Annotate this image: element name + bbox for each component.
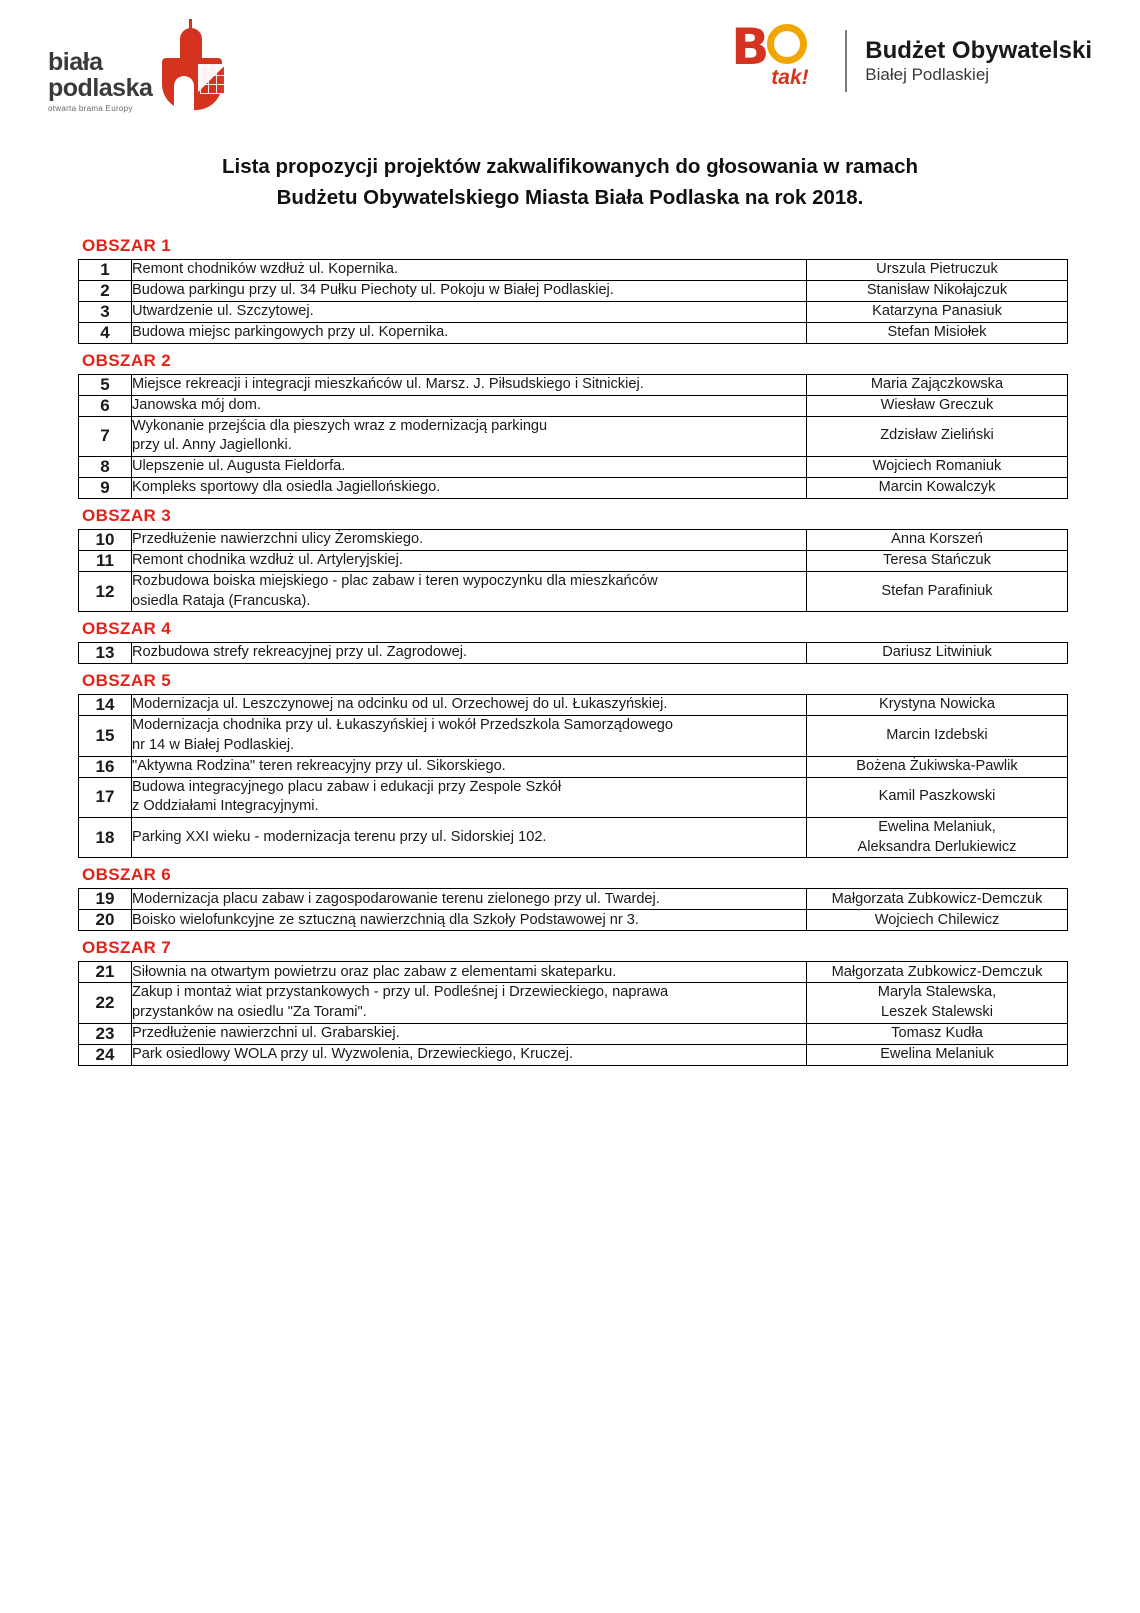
biala-podlaska-logo (48, 28, 230, 113)
biala-podlaska-logo-text (48, 50, 152, 113)
area-heading: OBSZAR 7 (82, 938, 172, 958)
project-author-line: Małgorzata Zubkowicz-Demczuk (831, 890, 1043, 907)
project-author (807, 550, 1068, 571)
table-row (79, 777, 1068, 817)
project-title-line: przy ul. Anny Jagiellonki. (132, 437, 292, 454)
project-author-line: Stefan Misiołek (887, 323, 987, 340)
project-author (807, 643, 1068, 664)
project-title-line: Rozbudowa strefy rekreacyjnej przy ul. Zagrodowej. (132, 644, 467, 661)
project-number: 5 (79, 374, 132, 395)
project-title (132, 322, 807, 343)
project-number: 4 (79, 322, 132, 343)
project-title-line: nr 14 w Białej Podlaskiej. (132, 736, 295, 753)
project-author (807, 962, 1068, 983)
project-author-line: Wojciech Romaniuk (872, 458, 1002, 475)
project-title-line: Parking XXI wieku - modernizacja terenu przy ul. Sidorskiej 102. (132, 828, 547, 845)
city-gate-icon (158, 28, 230, 113)
project-title (132, 983, 807, 1023)
table-row (79, 695, 1068, 716)
project-author-line: Marcin Izdebski (886, 727, 988, 744)
project-title (132, 571, 807, 611)
table-row (79, 301, 1068, 322)
project-number: 22 (79, 983, 132, 1023)
table-row (79, 416, 1068, 456)
project-title (132, 1023, 807, 1044)
project-author (807, 889, 1068, 910)
project-title (132, 1044, 807, 1065)
project-title (132, 456, 807, 477)
project-number: 3 (79, 301, 132, 322)
project-author (807, 571, 1068, 611)
table-row (79, 374, 1068, 395)
project-author (807, 716, 1068, 756)
project-title-line: Wykonanie przejścia dla pieszych wraz z modernizacją parkingu (132, 417, 548, 434)
project-number: 20 (79, 910, 132, 931)
area-heading: OBSZAR 2 (82, 350, 172, 370)
project-number: 6 (79, 395, 132, 416)
project-title-line: osiedla Rataja (Francuska). (132, 592, 311, 609)
area-heading: OBSZAR 1 (82, 235, 172, 255)
project-title-line: Siłownia na otwartym powietrzu oraz plac zabaw z elementami skateparku. (132, 963, 617, 980)
table-row (79, 456, 1068, 477)
project-title (132, 529, 807, 550)
bo-tak-label: tak! (771, 66, 809, 89)
table-row (79, 889, 1068, 910)
project-author-line: Wiesław Greczuk (880, 396, 994, 413)
table-row (79, 477, 1068, 498)
project-title-line: Utwardzenie ul. Szczytowej. (132, 302, 314, 319)
table-row (79, 756, 1068, 777)
project-author (807, 322, 1068, 343)
project-number: 24 (79, 1044, 132, 1065)
table-row (79, 322, 1068, 343)
page-title-line-1: Lista propozycji projektów zakwalifikowanych do głosowania w ramach (221, 155, 919, 178)
area-table (78, 259, 1068, 344)
project-title (132, 889, 807, 910)
table-row (79, 280, 1068, 301)
project-author-line: Bożena Żukiwska-Pawlik (856, 757, 1018, 774)
project-title-line: Modernizacja chodnika przy ul. Łukaszyńskiej i wokół Przedszkola Samorządowego (132, 717, 674, 734)
project-number: 15 (79, 716, 132, 756)
project-author (807, 301, 1068, 322)
project-title-line: "Aktywna Rodzina" teren rekreacyjny przy ul. Sikorskiego. (132, 757, 506, 774)
project-title (132, 756, 807, 777)
project-author-line: Urszula Pietruczuk (876, 260, 998, 277)
project-author-line: Zdzisław Zieliński (880, 427, 994, 444)
page-title-line-2: Budżetu Obywatelskiego Miasta Biała Podlaska na rok 2018. (276, 185, 864, 209)
project-author-line: Maryla Stalewska, (877, 984, 997, 1001)
area-table (78, 529, 1068, 612)
bo-wordmark (865, 37, 1092, 84)
project-title-line: Budowa miejsc parkingowych przy ul. Kopernika. (132, 323, 449, 340)
project-title (132, 259, 807, 280)
project-author-line: Stefan Parafiniuk (881, 582, 993, 599)
project-title-line: Przedłużenie nawierzchni ul. Grabarskiej. (132, 1024, 400, 1041)
logo-tagline: otwarta brama Europy (48, 104, 133, 113)
project-title-line: Modernizacja ul. Leszczynowej na odcinku od ul. Orzechowej do ul. Łukaszyńskiej. (132, 696, 668, 713)
project-title-line: Remont chodnika wzdłuż ul. Artyleryjskiej. (132, 552, 403, 569)
project-title-line: Budowa parkingu przy ul. 34 Pułku Piechoty ul. Pokoju w Białej Podlaskiej. (132, 281, 614, 298)
area-table (78, 888, 1068, 931)
bo-letter-o (767, 24, 807, 64)
project-title-line: Przedłużenie nawierzchni ulicy Żeromskiego. (132, 531, 424, 548)
logo-line-1: biała (48, 48, 103, 76)
project-author-line: Małgorzata Zubkowicz-Demczuk (831, 963, 1043, 980)
project-number: 14 (79, 695, 132, 716)
project-author-line: Leszek Stalewski (881, 1004, 993, 1021)
project-title-line: Zakup i montaż wiat przystankowych - przy ul. Podleśnej i Drzewieckiego, naprawa (132, 984, 669, 1001)
area-table (78, 642, 1068, 664)
project-author-line: Ewelina Melaniuk, (878, 819, 996, 835)
area-heading: OBSZAR 4 (82, 619, 172, 639)
project-author (807, 983, 1068, 1023)
document-header (0, 0, 1140, 130)
table-row (79, 259, 1068, 280)
project-author (807, 416, 1068, 456)
project-author-line: Tomasz Kudła (891, 1024, 983, 1041)
project-title-line: Modernizacja placu zabaw i zagospodarowanie terenu zielonego przy ul. Twardej. (132, 890, 660, 907)
project-title-line: z Oddziałami Integracyjnymi. (132, 798, 319, 815)
project-title (132, 910, 807, 931)
project-author-line: Stanisław Nikołajczuk (866, 281, 1008, 298)
project-author-line: Krystyna Nowicka (879, 696, 995, 713)
project-title (132, 643, 807, 664)
area-heading: OBSZAR 5 (82, 671, 172, 691)
project-author (807, 259, 1068, 280)
table-row (79, 716, 1068, 756)
project-list (78, 236, 1068, 1066)
area-table (78, 694, 1068, 858)
project-author (807, 756, 1068, 777)
area-table (78, 374, 1068, 499)
area-heading: OBSZAR 6 (82, 865, 172, 885)
project-number: 12 (79, 571, 132, 611)
table-row (79, 571, 1068, 611)
project-author (807, 529, 1068, 550)
project-author (807, 456, 1068, 477)
table-row (79, 983, 1068, 1023)
table-row (79, 1044, 1068, 1065)
project-title-line: Budowa integracyjnego placu zabaw i edukacji przy Zespole Szkół (132, 778, 562, 795)
project-author (807, 818, 1068, 858)
project-number: 11 (79, 550, 132, 571)
project-title-line: przystanków na osiedlu "Za Torami". (132, 1004, 367, 1021)
budzet-obywatelski-logo (731, 18, 1092, 100)
project-author (807, 1044, 1068, 1065)
project-author (807, 395, 1068, 416)
project-author-line: Kamil Paszkowski (878, 788, 996, 805)
project-title (132, 280, 807, 301)
area-table (78, 961, 1068, 1065)
project-number: 1 (79, 259, 132, 280)
project-author-line: Anna Korszeń (891, 531, 983, 548)
bo-tak-icon (731, 18, 827, 100)
project-title (132, 301, 807, 322)
table-row (79, 395, 1068, 416)
bo-title: Budżet Obywatelski (865, 37, 1092, 65)
project-number: 16 (79, 756, 132, 777)
project-author (807, 280, 1068, 301)
project-number: 13 (79, 643, 132, 664)
project-title (132, 818, 807, 858)
table-row (79, 818, 1068, 858)
project-author (807, 1023, 1068, 1044)
project-title-line: Remont chodników wzdłuż ul. Kopernika. (132, 260, 399, 277)
project-number: 2 (79, 280, 132, 301)
table-row (79, 962, 1068, 983)
project-title-line: Janowska mój dom. (132, 396, 261, 413)
project-title (132, 962, 807, 983)
table-row (79, 1023, 1068, 1044)
project-title-line: Miejsce rekreacji i integracji mieszkańców ul. Marsz. J. Piłsudskiego i Sitnickiej. (132, 375, 644, 392)
project-author (807, 477, 1068, 498)
project-number: 19 (79, 889, 132, 910)
project-title (132, 416, 807, 456)
project-number: 21 (79, 962, 132, 983)
project-number: 17 (79, 777, 132, 817)
project-number: 7 (79, 416, 132, 456)
table-row (79, 529, 1068, 550)
bo-letter-b: B (731, 18, 770, 76)
project-title (132, 695, 807, 716)
logo-line-2: podlaska (48, 74, 153, 102)
project-title (132, 716, 807, 756)
page-title (80, 152, 1060, 214)
project-author-line: Aleksandra Derlukiewicz (857, 838, 1017, 855)
table-row (79, 910, 1068, 931)
project-author (807, 695, 1068, 716)
project-author-line: Wojciech Chilewicz (874, 911, 1000, 928)
logo-divider (845, 30, 847, 92)
project-author (807, 910, 1068, 931)
project-number: 18 (79, 818, 132, 858)
bo-subtitle: Białej Podlaskiej (865, 65, 990, 85)
project-number: 9 (79, 477, 132, 498)
project-title-line: Park osiedlowy WOLA przy ul. Wyzwolenia, Drzewieckiego, Kruczej. (132, 1045, 574, 1062)
project-title (132, 374, 807, 395)
project-title (132, 477, 807, 498)
project-author (807, 374, 1068, 395)
project-author-line: Maria Zajączkowska (870, 375, 1004, 392)
project-number: 10 (79, 529, 132, 550)
project-author-line: Teresa Stańczuk (883, 552, 991, 569)
project-author-line: Katarzyna Panasiuk (872, 302, 1002, 319)
project-author-line: Marcin Kowalczyk (878, 479, 996, 496)
table-row (79, 550, 1068, 571)
project-title-line: Rozbudowa boiska miejskiego - plac zabaw i teren wypoczynku dla mieszkańców (132, 572, 658, 589)
project-title-line: Boisko wielofunkcyjne ze sztuczną nawierzchnią dla Szkoły Podstawowej nr 3. (132, 911, 639, 928)
project-title (132, 777, 807, 817)
project-author (807, 777, 1068, 817)
project-title (132, 395, 807, 416)
project-author-line: Dariusz Litwiniuk (882, 644, 992, 661)
project-number: 8 (79, 456, 132, 477)
project-number: 23 (79, 1023, 132, 1044)
project-author-line: Ewelina Melaniuk (880, 1045, 994, 1062)
project-title-line: Kompleks sportowy dla osiedla Jagiellońskiego. (132, 479, 441, 496)
project-title (132, 550, 807, 571)
area-heading: OBSZAR 3 (82, 505, 172, 525)
project-title-line: Ulepszenie ul. Augusta Fieldorfa. (132, 458, 346, 475)
table-row (79, 643, 1068, 664)
